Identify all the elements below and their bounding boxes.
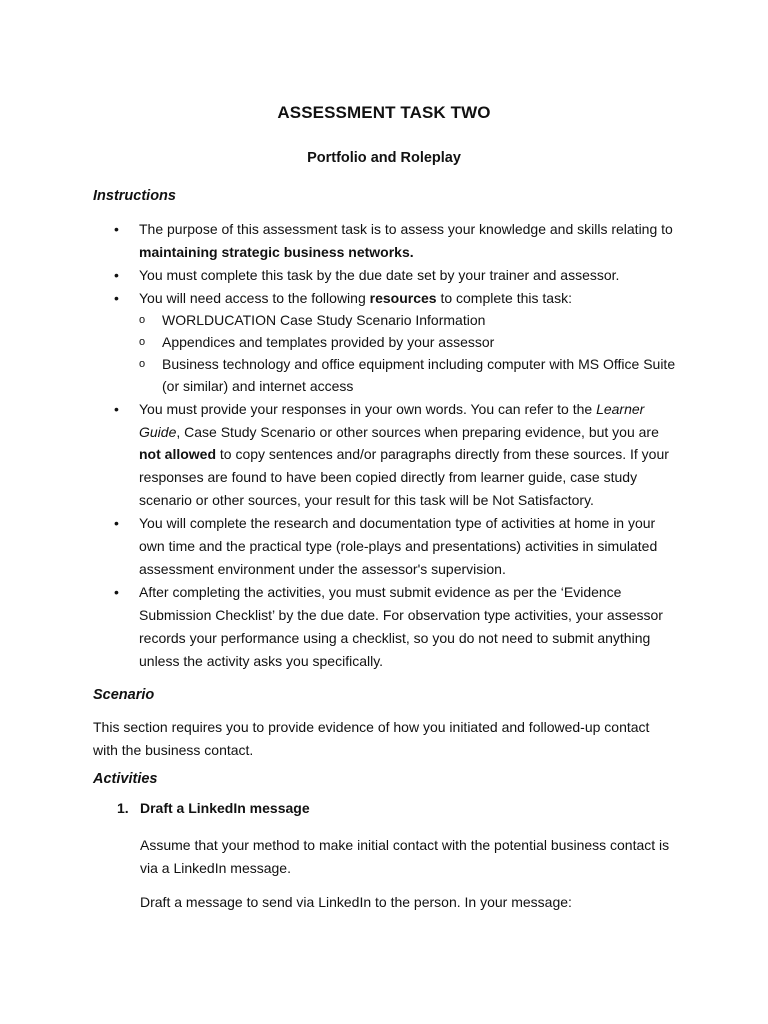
bullet-text: to copy sentences and/or paragraphs directly from these sources. If your responses are found to have been copied directly from learner guide, case study scenario or other sources, your result for this task will be Not Satisfactory. — [139, 446, 669, 509]
activity-item-title — [117, 800, 310, 816]
list-item — [93, 398, 683, 512]
sub-list-item: o WORLDUCATION Case Study Scenario Information — [139, 310, 683, 332]
list-item — [93, 287, 683, 397]
resources-sublist — [139, 310, 683, 397]
list-item — [93, 218, 683, 264]
page-subtitle: Portfolio and Roleplay — [307, 150, 461, 166]
list-item — [93, 581, 683, 672]
activity-title: Draft a LinkedIn message — [140, 800, 310, 816]
instructions-list — [93, 218, 683, 673]
bullet-bold-text: not allowed — [139, 446, 216, 463]
activities-heading: Activities — [93, 771, 158, 787]
bullet-text: You will complete the research and documentation type of activities at home in your own time and the practical type (role-plays and presentations) activities in simulated assessment environment under the assessor's supervision. — [139, 515, 658, 577]
bullet-text: , Case Study Scenario or other sources when preparing evidence, but you are — [176, 423, 659, 440]
activity-paragraph: Assume that your method to make initial contact with the potential business contact is via a LinkedIn message. — [140, 837, 670, 876]
bullet-text: You will need access to the following — [139, 290, 370, 307]
activity-number: 1. — [117, 800, 129, 816]
bullet-text: You must complete this task by the due date set by your trainer and assessor. — [139, 267, 620, 284]
bullet-text: After completing the activities, you must submit evidence as per the ‘Evidence Submission Checklist’ by the due date. For observation type activities, your assessor records your performance using a checklist, so you do not need to submit anything unless the activity asks you specifically. — [139, 584, 663, 669]
list-item — [93, 512, 683, 580]
bullet-bold-text: maintaining strategic business networks. — [139, 243, 414, 260]
activity-paragraph: Draft a message to send via LinkedIn to the person. In your message: — [140, 894, 572, 910]
bullet-text: The purpose of this assessment task is to assess your knowledge and skills relating to — [139, 221, 673, 237]
bullet-italic-text: Learner Guide — [139, 400, 645, 440]
sub-list-item: o Business technology and office equipment including computer with MS Office Suite (or similar) and internet access — [139, 354, 683, 398]
scenario-heading: Scenario — [93, 687, 155, 703]
bullet-text: to complete this task: — [436, 290, 572, 307]
instructions-heading: Instructions — [93, 188, 176, 204]
bullet-text: You must provide your responses in your own words. You can refer to the — [139, 400, 597, 417]
sub-list-item: o Appendices and templates provided by your assessor — [139, 332, 683, 354]
page-title: ASSESSMENT TASK TWO — [277, 103, 491, 122]
list-item — [93, 264, 683, 287]
scenario-text: This section requires you to provide evidence of how you initiated and followed-up contact with the business contact. — [93, 719, 650, 758]
bullet-bold-text: resources — [369, 290, 437, 307]
